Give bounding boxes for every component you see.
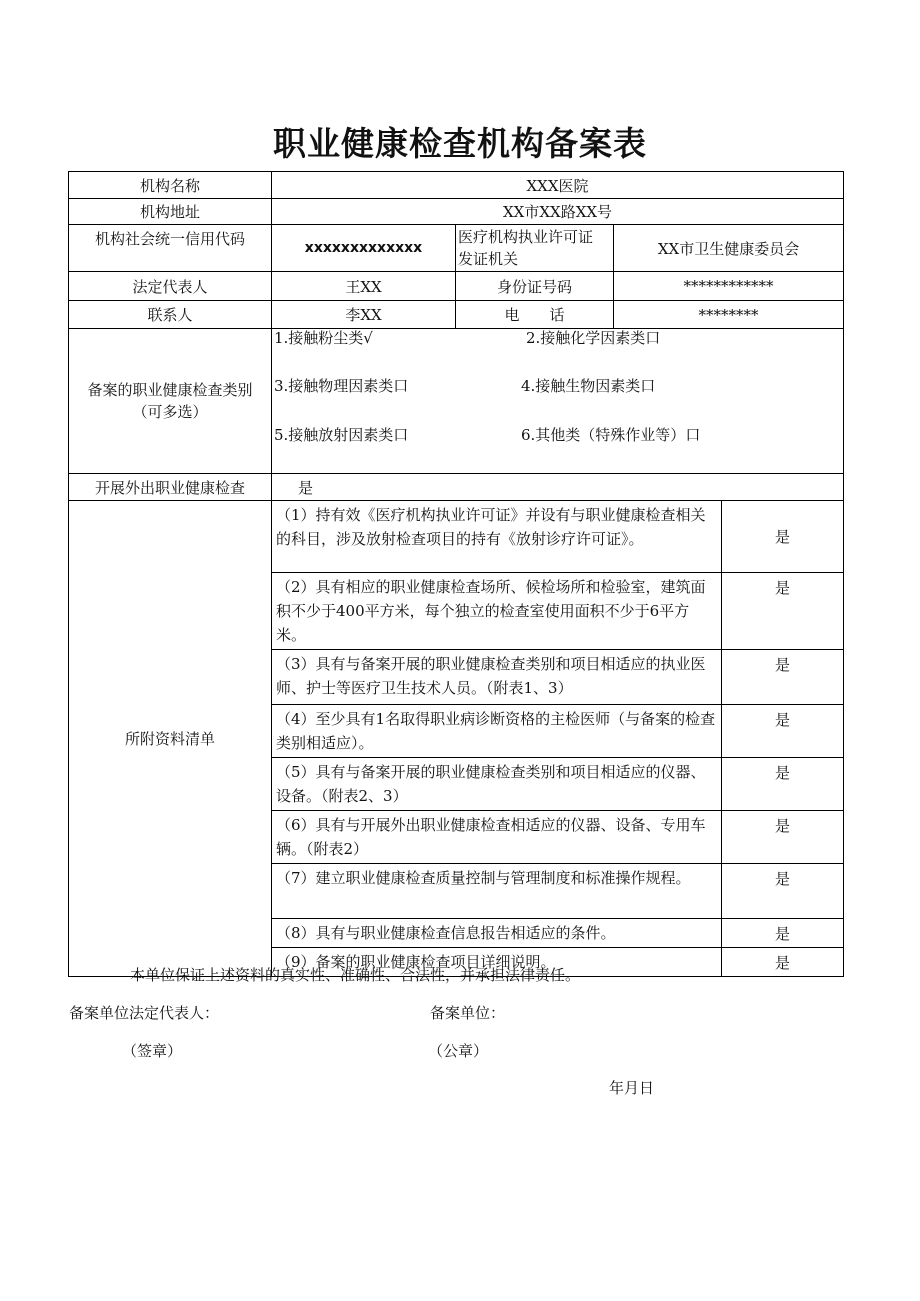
contact-value: 李XX [272, 301, 456, 329]
filing-form-table [68, 171, 844, 977]
category-option: 2.接触化学因素类口 [526, 329, 661, 347]
attachment-status: 是 [722, 811, 844, 864]
legal-rep-value: 王XX [272, 272, 456, 301]
attachment-status: 是 [722, 573, 844, 650]
attachment-status: 是 [722, 758, 844, 811]
address-label: 机构地址 [69, 199, 272, 225]
row-contact [69, 301, 844, 329]
category-option: 6.其他类（特殊作业等）口 [521, 426, 701, 444]
attachment-status: 是 [722, 948, 844, 977]
category-option: 5.接触放射因素类口 [274, 426, 409, 444]
attachment-item: （8）具有与职业健康检查信息报告相适应的条件。 [272, 919, 722, 948]
address-value: XX市XX路XX号 [272, 199, 844, 225]
license-authority-label-1: 医疗机构执业许可证 [458, 228, 594, 246]
id-number-value: ************ [614, 272, 844, 301]
id-number-label: 身份证号码 [456, 272, 614, 301]
name-label: 机构名称 [69, 172, 272, 199]
categories-options [272, 329, 844, 474]
outreach-label: 开展外出职业健康检查 [69, 474, 272, 501]
attachment-item: （7）建立职业健康检查质量控制与管理制度和标准操作规程。 [272, 864, 722, 919]
contact-label: 联系人 [69, 301, 272, 329]
signature-note: （签章） [122, 1042, 183, 1060]
attachment-status: 是 [722, 501, 844, 573]
attachment-item: （6）具有与开展外出职业健康检查相适应的仪器、设备、专用车辆。（附表2） [272, 811, 722, 864]
row-credit-code [69, 225, 844, 272]
legal-rep-signature-label: 备案单位法定代表人： [69, 1004, 220, 1022]
categories-label: 备案的职业健康检查类别 [87, 381, 253, 399]
attachment-status: 是 [722, 705, 844, 758]
row-name [69, 172, 844, 199]
attachment-status: 是 [722, 864, 844, 919]
phone-label: 电 话 [456, 301, 614, 329]
license-authority-value: XX市卫生健康委员会 [614, 225, 844, 272]
attachment-item: （5）具有与备案开展的职业健康检查类别和项目相适应的仪器、设备。（附表2、3） [272, 758, 722, 811]
attachment-item: （2）具有相应的职业健康检查场所、候检场所和检验室，建筑面积不少于400平方米，每个独立的检查室使用面积不少于6平方米。 [272, 573, 722, 650]
row-categories [69, 329, 844, 474]
category-option: 3.接触物理因素类口 [274, 377, 409, 395]
legal-rep-label: 法定代表人 [69, 272, 272, 301]
attachment-item: （3）具有与备案开展的职业健康检查类别和项目相适应的执业医师、护士等医疗卫生技术人员。（附表1、3） [272, 650, 722, 705]
name-value: XXX医院 [272, 172, 844, 199]
credit-code-label: 机构社会统一信用代码 [69, 225, 272, 272]
categories-note: （可多选） [132, 403, 208, 421]
attachments-label: 所附资料清单 [69, 501, 272, 977]
attachment-item: （9）备案的职业健康检查项目详细说明。 [272, 948, 722, 977]
outreach-value: 是 [272, 474, 844, 501]
credit-code-value: xxxxxxxxxxxxx [272, 225, 456, 272]
category-option: 1.接触粉尘类√ [274, 329, 373, 347]
row-address [69, 199, 844, 225]
attachment-status: 是 [722, 650, 844, 705]
attachment-row [69, 501, 844, 573]
guarantee-statement: 本单位保证上述资料的真实性、准确性、合法性，并承担法律责任。 [130, 966, 581, 984]
row-outreach [69, 474, 844, 501]
date-label: 年月日 [609, 1079, 655, 1097]
filing-unit-label: 备案单位： [430, 1004, 506, 1022]
attachment-item: （4）至少具有1名取得职业病诊断资格的主检医师（与备案的检查类别相适应）。 [272, 705, 722, 758]
page-title: 职业健康检查机构备案表 [273, 124, 647, 163]
attachment-status: 是 [722, 919, 844, 948]
category-option: 4.接触生物因素类口 [521, 377, 656, 395]
phone-value: ******** [614, 301, 844, 329]
attachment-item: （1）持有效《医疗机构执业许可证》并设有与职业健康检查相关的科目，涉及放射检查项目的持有《放射诊疗许可证》。 [272, 501, 722, 573]
seal-note: （公章） [428, 1042, 489, 1060]
license-authority-label-2: 发证机关 [458, 250, 519, 268]
row-legal-rep [69, 272, 844, 301]
